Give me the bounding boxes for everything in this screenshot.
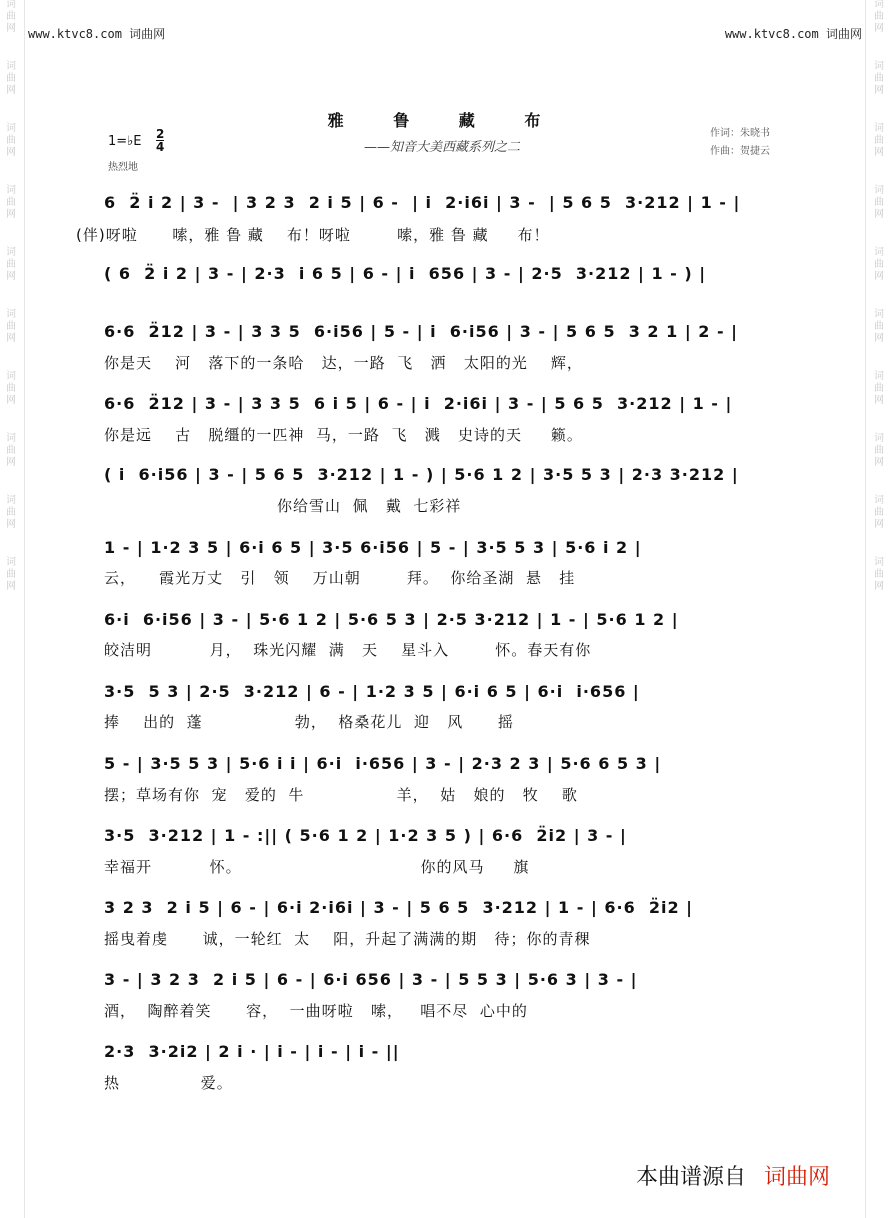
side-watermark-char: 网 <box>874 209 884 220</box>
song-subtitle: ——知音大美西藏系列之二 <box>364 140 521 155</box>
key-signature: 1=♭E <box>108 134 142 149</box>
side-watermark-char: 曲 <box>874 135 884 146</box>
score-line-11-notes: 3 2 3 2 i 5 | 6 - | 6·i 2·i6i | 3 - | 5 6 5 3·212 | 1 - | 6·6 2̈i2 | <box>104 898 694 917</box>
side-watermark-char: 词 <box>6 61 16 72</box>
side-watermark-char: 网 <box>6 581 16 592</box>
score-line-9-lyrics: 摆；草场有你 宠 爱的 牛 羊， 姑 娘的 牧 歌 <box>104 786 578 804</box>
side-watermark-char: 网 <box>6 23 16 34</box>
tempo-marking: 热烈地 <box>108 162 138 173</box>
side-watermark-char: 词 <box>6 557 16 568</box>
side-watermark-char: 曲 <box>6 259 16 270</box>
left-margin-line <box>24 0 25 1218</box>
side-watermark-char: 词 <box>6 433 16 444</box>
score-line-10-lyrics: 幸福开 怀。 你的风马 旗 <box>104 858 530 876</box>
side-watermark-char: 词 <box>874 123 884 134</box>
score-line-7-notes: 6·i 6·i56 | 3 - | 5·6 1 2 | 5·6 5 3 | 2·5 3·212 | 1 - | 5·6 1 2 | <box>104 610 679 629</box>
side-watermark-char: 曲 <box>6 445 16 456</box>
side-watermark-char: 曲 <box>874 445 884 456</box>
time-signature <box>156 128 164 153</box>
lyricist-credit: 作词：朱晓书 <box>710 128 770 139</box>
side-watermark-char: 词 <box>6 247 16 258</box>
score-line-4-notes: 6·6 2̈12 | 3 - | 3 3 5 6 i 5 | 6 - | i 2·i6i | 3 - | 5 6 5 3·212 | 1 - | <box>104 394 733 413</box>
score-line-3-lyrics: 你是天 河 落下的一条哈 达，一路 飞 洒 太阳的光 辉， <box>104 354 583 372</box>
score-line-12-notes: 3 - | 3 2 3 2 i 5 | 6 - | 6·i 656 | 3 - | 5 5 3 | 5·6 3 | 3 - | <box>104 970 638 989</box>
right-margin-line <box>865 0 866 1218</box>
score-line-5-notes: ( i 6·i56 | 3 - | 5 6 5 3·212 | 1 - ) | 5·6 1 2 | 3·5 5 3 | 2·3 3·212 | <box>104 465 739 484</box>
side-watermark-char: 网 <box>874 271 884 282</box>
side-watermark-char: 曲 <box>874 383 884 394</box>
score-line-4-lyrics: 你是远 古 脱缰的一匹神 马，一路 飞 溅 史诗的天 籁。 <box>104 426 583 444</box>
side-watermark-char: 网 <box>6 271 16 282</box>
score-line-8-notes: 3·5 5 3 | 2·5 3·212 | 6 - | 1·2 3 5 | 6·i 6 5 | 6·i i·656 | <box>104 682 640 701</box>
score-line-5-lyrics: 你给雪山 佩 戴 七彩祥 <box>104 497 462 515</box>
side-watermark-char: 曲 <box>6 507 16 518</box>
score-line-6-lyrics: 云， 霞光万丈 引 领 万山朝 拜。 你给圣湖 悬 挂 <box>104 569 576 587</box>
side-watermark-char: 曲 <box>6 569 16 580</box>
side-watermark-char: 网 <box>6 209 16 220</box>
score-line-1-lyrics: (伴)呀啦 嗦，雅 鲁 藏 布！呀啦 嗦，雅 鲁 藏 布！ <box>76 226 550 244</box>
side-watermark-char: 网 <box>874 147 884 158</box>
side-watermark-char: 网 <box>6 395 16 406</box>
side-watermark-char: 网 <box>6 333 16 344</box>
side-watermark-char: 网 <box>6 457 16 468</box>
side-watermark-char: 曲 <box>874 321 884 332</box>
score-line-2-notes: ( 6 2̈ i 2 | 3 - | 2·3 i 6 5 | 6 - | i 656 | 3 - | 2·5 3·212 | 1 - ) | <box>104 264 707 283</box>
side-watermark-char: 曲 <box>874 197 884 208</box>
footer-brand: 词曲网 <box>764 1165 831 1190</box>
side-watermark-char: 曲 <box>874 259 884 270</box>
header-right-watermark: www.ktvc8.com 词曲网 <box>724 27 862 41</box>
right-watermark-strip <box>870 0 888 1218</box>
score-line-12-lyrics: 酒， 陶醉着笑 容， 一曲呀啦 嗦， 唱不尽 心中的 <box>104 1002 528 1020</box>
side-watermark-char: 网 <box>874 85 884 96</box>
composer-credit: 作曲：贺捷云 <box>710 146 770 157</box>
side-watermark-char: 词 <box>874 309 884 320</box>
score-line-1-notes: 6 2̈ i 2 | 3 - | 3 2 3 2 i 5 | 6 - | i 2·i6i | 3 - | 5 6 5 3·212 | 1 - | <box>104 193 741 212</box>
score-line-10-notes: 3·5 3·212 | 1 - :|| ( 5·6 1 2 | 1·2 3 5 ) | 6·6 2̈i2 | 3 - | <box>104 826 627 845</box>
side-watermark-char: 词 <box>874 0 884 10</box>
side-watermark-char: 网 <box>6 85 16 96</box>
side-watermark-char: 词 <box>874 433 884 444</box>
meter-top: 2 <box>156 127 165 141</box>
side-watermark-char: 网 <box>874 519 884 530</box>
side-watermark-char: 词 <box>6 0 16 10</box>
side-watermark-char: 网 <box>6 147 16 158</box>
score-line-7-lyrics: 皎洁明 月， 珠光闪耀 满 天 星斗入 怀。春天有你 <box>104 641 592 659</box>
side-watermark-char: 词 <box>6 371 16 382</box>
side-watermark-char: 网 <box>874 395 884 406</box>
side-watermark-char: 网 <box>874 581 884 592</box>
footer-source-label: 本曲谱源自 <box>636 1165 747 1190</box>
side-watermark-char: 词 <box>6 185 16 196</box>
side-watermark-char: 曲 <box>874 569 884 580</box>
side-watermark-char: 词 <box>6 495 16 506</box>
side-watermark-char: 曲 <box>874 73 884 84</box>
side-watermark-char: 曲 <box>874 507 884 518</box>
score-line-6-notes: 1 - | 1·2 3 5 | 6·i 6 5 | 3·5 6·i56 | 5 - | 3·5 5 3 | 5·6 i 2 | <box>104 538 642 557</box>
song-title: 雅 鲁 藏 布 <box>327 111 563 130</box>
footer-source <box>636 1160 830 1191</box>
score-line-9-notes: 5 - | 3·5 5 3 | 5·6 i i | 6·i i·656 | 3 - | 2·3 2 3 | 5·6 6 5 3 | <box>104 754 662 773</box>
header-left-watermark: www.ktvc8.com 词曲网 <box>28 27 166 41</box>
score-line-11-lyrics: 摇曳着虔 诚，一轮红 太 阳，升起了满满的期 待；你的青稞 <box>104 930 591 948</box>
side-watermark-char: 网 <box>874 457 884 468</box>
side-watermark-char: 词 <box>874 247 884 258</box>
side-watermark-char: 网 <box>874 333 884 344</box>
side-watermark-char: 词 <box>6 123 16 134</box>
side-watermark-char: 网 <box>874 23 884 34</box>
score-line-8-lyrics: 捧 出的 蓬 勃， 格桑花儿 迎 风 摇 <box>104 713 514 731</box>
side-watermark-char: 曲 <box>6 321 16 332</box>
side-watermark-char: 曲 <box>6 11 16 22</box>
side-watermark-char: 词 <box>874 557 884 568</box>
side-watermark-char: 网 <box>6 519 16 530</box>
side-watermark-char: 曲 <box>6 197 16 208</box>
side-watermark-char: 曲 <box>6 73 16 84</box>
score-line-13-notes: 2·3 3·2i2 | 2 i · | i - | i - | i - || <box>104 1042 400 1061</box>
side-watermark-char: 词 <box>874 495 884 506</box>
side-watermark-char: 词 <box>6 309 16 320</box>
side-watermark-char: 曲 <box>874 11 884 22</box>
side-watermark-char: 词 <box>874 185 884 196</box>
score-line-3-notes: 6·6 2̈12 | 3 - | 3 3 5 6·i56 | 5 - | i 6·i56 | 3 - | 5 6 5 3 2 1 | 2 - | <box>104 322 739 341</box>
score-line-13-lyrics: 热 爱。 <box>104 1074 233 1092</box>
side-watermark-char: 词 <box>874 61 884 72</box>
side-watermark-char: 曲 <box>6 383 16 394</box>
meter-bottom: 4 <box>156 140 165 154</box>
side-watermark-char: 词 <box>874 371 884 382</box>
left-watermark-strip <box>2 0 20 1218</box>
side-watermark-char: 曲 <box>6 135 16 146</box>
